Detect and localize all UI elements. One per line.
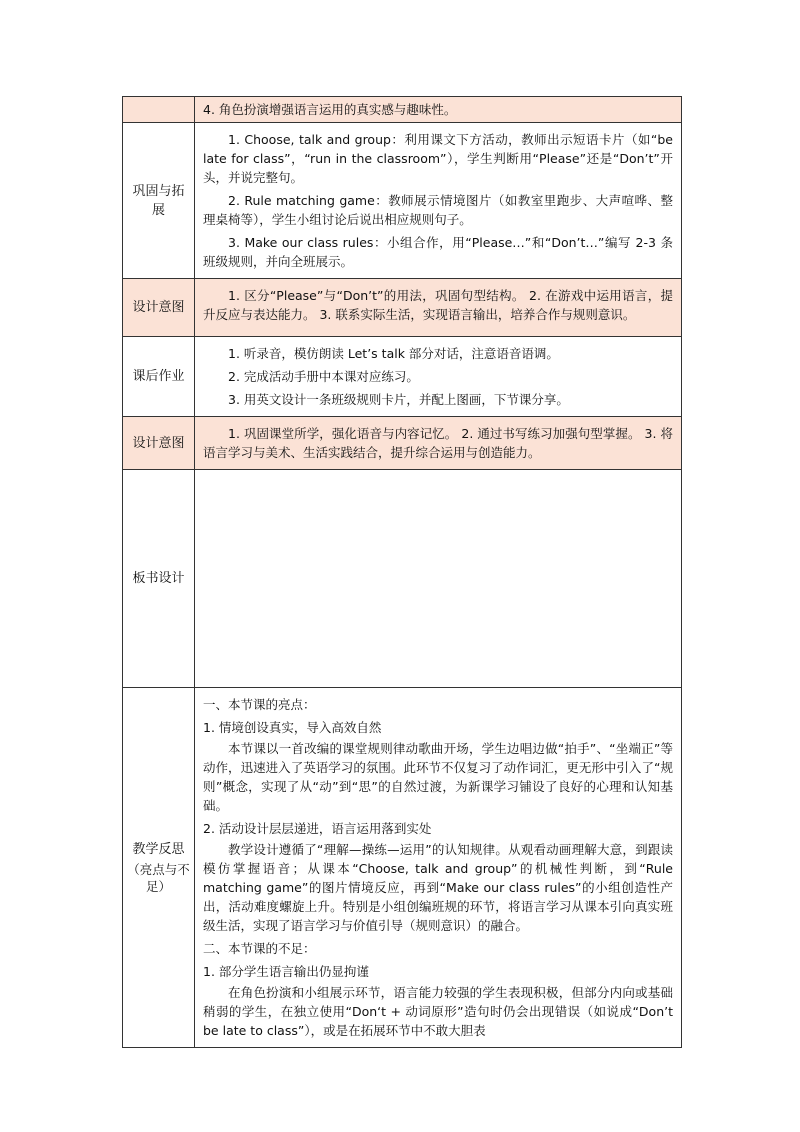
consolidation-item-2: 2. Rule matching game：教师展示情境图片（如教室里跑步、大声喧哗、整理桌椅等），学生小组讨论后说出相应规则句子。: [203, 193, 673, 227]
reflection-label: [123, 688, 195, 1048]
design-intent-1-text: 1. 区分“Please”与“Don’t”的用法，巩固句型结构。 2. 在游戏中运用语言，提升反应与表达能力。 3. 联系实际生活，实现语言输出，培养合作与规则意识。: [203, 288, 673, 322]
design-intent-1-label: 设计意图: [123, 279, 195, 337]
board-design-label: 板书设计: [123, 470, 195, 688]
reflection-heading-2: 二、本节课的不足：: [203, 941, 316, 956]
homework-content: [195, 337, 682, 417]
row-design-intent-2: [123, 417, 682, 470]
row-continuation: [123, 97, 682, 123]
consolidation-label: [123, 123, 195, 279]
row-continuation-text: [195, 97, 682, 123]
reflection-label-main: 教学反思: [132, 842, 185, 857]
homework-label: 课后作业: [123, 337, 195, 417]
board-design-content: [195, 470, 682, 688]
consolidation-label-line2: 展: [151, 202, 165, 218]
design-intent-2-text: 1. 巩固课堂所学，强化语音与内容记忆。 2. 通过书写练习加强句型掌握。 3. 将语言学习与美术、生活实践结合，提升综合运用与创造能力。: [203, 426, 673, 460]
design-intent-2-label: 设计意图: [123, 417, 195, 470]
homework-item-1: 1. 听录音，模仿朗读 Let’s talk 部分对话，注意语音语调。: [228, 346, 559, 361]
consolidation-label-line1: 巩固与拓: [132, 183, 185, 199]
reflection-para-2: 教学设计遵循了“理解—操练—运用”的认知规律。从观看动画理解大意，到跟读模仿掌握语音；从课本“Choose, talk and group”的机械性判断，到“Rule matching game”的图片情境反应，再到“Make our class rules”的小组创造性产出，活动难度螺旋上升。特别是小组创编班规的环节，将语言学习从课本引向真实班级生活，实现了语言学习与价值引导（规则意识）的融合。: [203, 842, 673, 933]
row-reflection: [123, 688, 682, 1048]
row-design-intent-1: [123, 279, 682, 337]
reflection-content: [195, 688, 682, 1048]
row-board-design: [123, 470, 682, 688]
reflection-body: [203, 691, 673, 1043]
consolidation-content: [195, 123, 682, 279]
consolidation-item-1: 1. Choose, talk and group：利用课文下方活动，教师出示短语卡片（如“be late for class”，“run in the classroom”），学生判断用“Please”还是“Don’t”开头，并说完整句。: [203, 132, 673, 185]
reflection-point-3: 1. 部分学生语言输出仍显拘谨: [203, 964, 369, 979]
row-continuation-label: [123, 97, 195, 123]
row-homework: [123, 337, 682, 417]
row-consolidation: [123, 123, 682, 279]
homework-item-3: 3. 用英文设计一条班级规则卡片，并配上图画，下节课分享。: [228, 392, 569, 407]
homework-item-2: 2. 完成活动手册中本课对应练习。: [228, 369, 419, 384]
lesson-plan-table: [122, 96, 682, 1048]
reflection-point-2: 2. 活动设计层层递进，语言运用落到实处: [203, 821, 432, 836]
consolidation-item-3: 3. Make our class rules：小组合作，用“Please…”和“Don’t…”编写 2-3 条班级规则，并向全班展示。: [203, 235, 673, 269]
design-intent-2-content: [195, 417, 682, 470]
reflection-para-3: 在角色扮演和小组展示环节，语言能力较强的学生表现积极，但部分内向或基础稍弱的学生，在独立使用“Don‘t + 动词原形”造句时仍会出现错误（如说成“Don’t be late to class”），或是在拓展环节中不敢大胆表: [203, 985, 673, 1038]
continuation-item: 4. 角色扮演增强语言运用的真实感与趣味性。: [203, 102, 457, 117]
reflection-label-sub: （亮点与不足）: [127, 862, 190, 894]
reflection-point-1: 1. 情境创设真实，导入高效自然: [203, 720, 382, 735]
design-intent-1-content: [195, 279, 682, 337]
reflection-para-1: 本节课以一首改编的课堂规则律动歌曲开场，学生边唱边做“拍手”、“坐端正”等动作，迅速进入了英语学习的氛围。此环节不仅复习了动作词汇，更无形中引入了“规则”概念，实现了从“动”到“思”的自然过渡，为新课学习铺设了良好的心理和认知基础。: [203, 741, 673, 813]
reflection-heading-1: 一、本节课的亮点：: [203, 697, 316, 712]
